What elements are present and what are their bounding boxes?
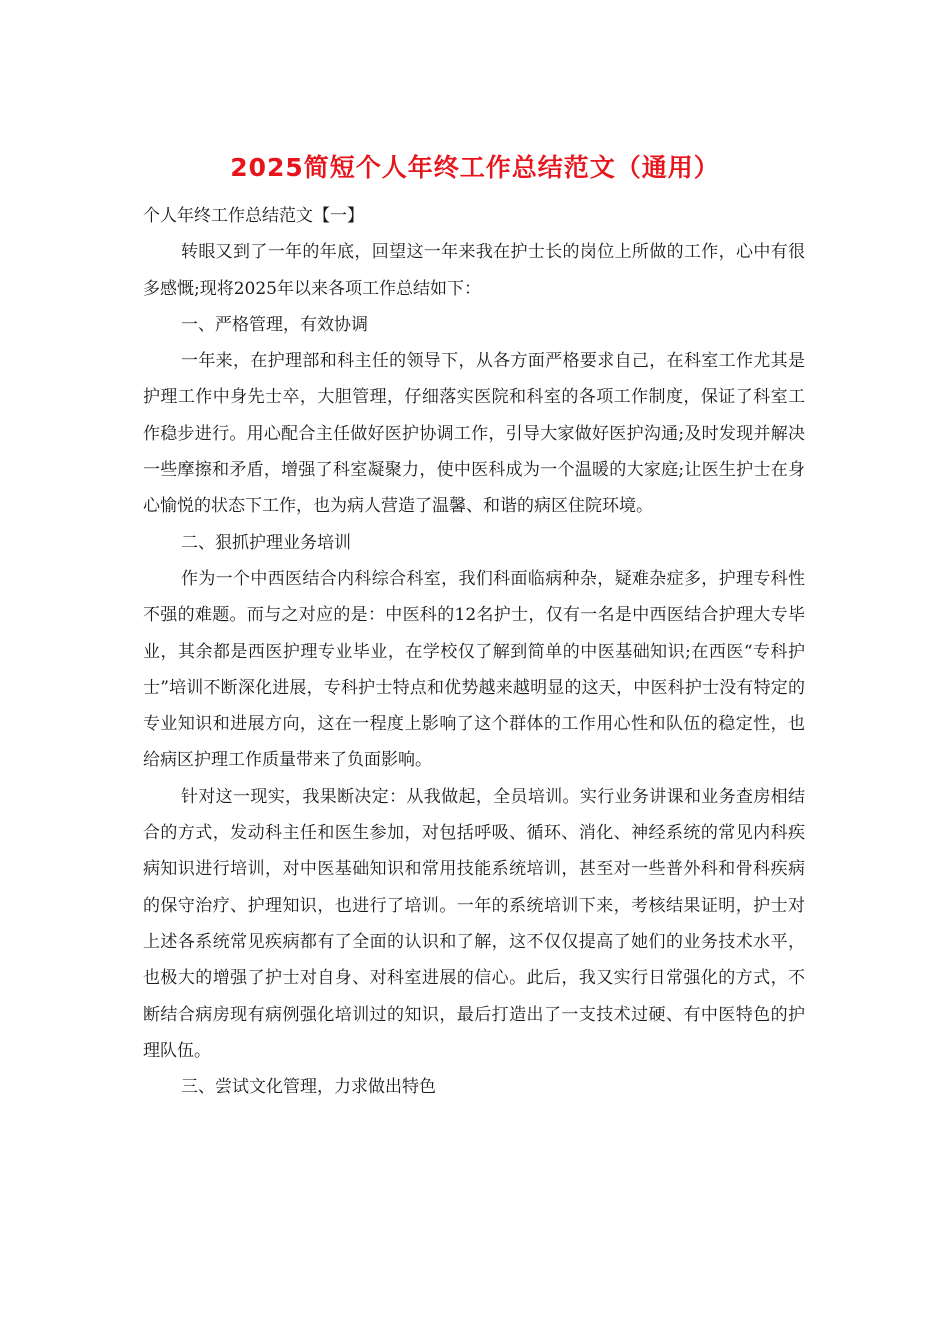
intro-paragraph: 转眼又到了一年的年底，回望这一年来我在护士长的岗位上所做的工作，心中有很多感慨;现将2025年以来各项工作总结如下： — [143, 242, 805, 299]
paragraph: 针对这一现实，我果断决定：从我做起，全员培训。实行业务讲课和业务查房相结合的方式，发动科主任和医生参加，对包括呼吸、循环、消化、神经系统的常见内科疾病知识进行培训，对中医基础知识和常用技能系统培训，甚至对一些普外科和骨科疾病的保守治疗、护理知识，也进行了培训。一年的系统培训下来，考核结果证明，护士对上述各系统常见疾病都有了全面的认识和了解，这不仅仅提高了她们的业务技术水平，也极大的增强了护士对自身、对科室进展的信心。此后，我又实行日常强化的方式，不断结合病房现有病例强化培训过的知识，最后打造出了一支技术过硬、有中医特色的护理队伍。 — [143, 786, 805, 1061]
document-body — [143, 198, 805, 1105]
heading-1: 一、严格管理，有效协调 — [181, 314, 368, 335]
heading-3: 三、尝试文化管理，力求做出特色 — [181, 1077, 436, 1098]
paragraph: 作为一个中西医结合内科综合科室，我们科面临病种杂，疑难杂症多，护理专科性不强的难题。而与之对应的是：中医科的12名护士，仅有一名是中西医结合护理大专毕业，其余都是西医护理专业毕业，在学校仅了解到简单的中医基础知识;在西医“专科护士”培训不断深化进展，专科护士特点和优势越来越明显的这天，中医科护士没有特定的专业知识和进展方向，这在一程度上影响了这个群体的工作用心性和队伍的稳定性，也给病区护理工作质量带来了负面影响。 — [143, 568, 805, 771]
heading-2: 二、狠抓护理业务培训 — [181, 532, 351, 553]
document-title: 2025简短个人年终工作总结范文（通用） — [230, 153, 720, 182]
section-label: 个人年终工作总结范文【一】 — [143, 206, 364, 226]
paragraph: 一年来，在护理部和科主任的领导下，从各方面严格要求自己，在科室工作尤其是护理工作中身先士卒，大胆管理，仔细落实医院和科室的各项工作制度，保证了科室工作稳步进行。用心配合主任做好医护协调工作，引导大家做好医护沟通;及时发现并解决一些摩擦和矛盾，增强了科室凝聚力，使中医科成为一个温暖的大家庭;让医生护士在身心愉悦的状态下工作，也为病人营造了温馨、和谐的病区住院环境。 — [143, 351, 805, 517]
